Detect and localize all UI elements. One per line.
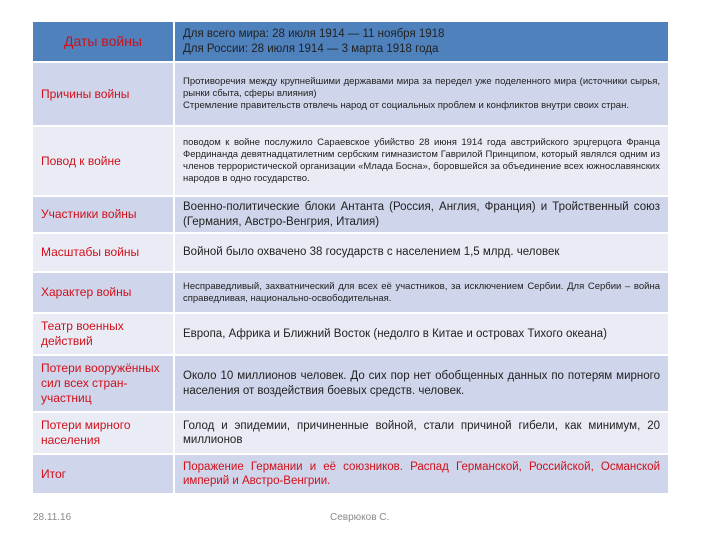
table-row-theater	[33, 313, 669, 355]
row-label: Театр военных действий	[33, 313, 174, 355]
dates-world: Для всего мира: 28 июля 1914 — 11 ноября 1918	[183, 28, 445, 41]
row-value	[174, 62, 669, 126]
row-label: Потери вооружённых сил всех стран-участниц	[33, 355, 174, 412]
row-label: Итог	[33, 454, 174, 494]
footer-date: 28.11.16	[33, 512, 72, 523]
row-label: Характер войны	[33, 272, 174, 313]
row-label: Повод к войне	[33, 126, 174, 196]
row-value: Около 10 миллионов человек. До сих пор нет обобщенных данных по потерям мирного населения от воздействия боевых средств. человек.	[174, 355, 669, 412]
row-value: Военно-политические блоки Антанта (Россия, Англия, Франция) и Тройственный союз (Германия, Австро-Венгрия, Италия)	[174, 196, 669, 233]
row-value: Голод и эпидемии, причиненные войной, стали причиной гибели, как минимум, 20 миллионов	[174, 412, 669, 454]
table-row-causes	[33, 62, 669, 126]
row-label: Масштабы войны	[33, 233, 174, 272]
row-value	[174, 22, 669, 62]
table-row-civilian-losses	[33, 412, 669, 454]
row-label: Даты войны	[33, 22, 174, 62]
table-row-participants	[33, 196, 669, 233]
footer-author: Севрюков С.	[330, 512, 390, 523]
cause-2: Стремление правительств отвлечь народ от социальных проблем и конфликтов внутри своих стран.	[183, 99, 629, 111]
dates-russia: Для России: 28 июля 1914 — 3 марта 1918 года	[183, 42, 439, 55]
row-value: Войной было охвачено 38 государств с населением 1,5 млрд. человек	[174, 233, 669, 272]
row-label: Причины войны	[33, 62, 174, 126]
row-value: Европа, Африка и Ближний Восток (недолго в Китае и островах Тихого океана)	[174, 313, 669, 355]
table-row-scale	[33, 233, 669, 272]
table-row-dates	[33, 22, 669, 62]
table-row-character	[33, 272, 669, 313]
cause-1: Противоречия между крупнейшими державами мира за передел уже поделенного мира (источники сырья, рынки сбыта, сферы влияния)	[183, 76, 660, 100]
row-value: Поражение Германии и её союзников. Распад Германской, Российской, Османской империй и Австро-Венгрии.	[174, 454, 669, 494]
row-label: Участники войны	[33, 196, 174, 233]
row-label: Потери мирного населения	[33, 412, 174, 454]
table-row-military-losses	[33, 355, 669, 412]
row-value: Несправедливый, захватнический для всех её участников, за исключением Сербии. Для Сербии – война справедливая, национально-освободительная.	[174, 272, 669, 313]
row-value: поводом к войне послужило Сараевское убийство 28 июня 1914 года австрийского эрцгерцога Франца Фердинанда девятнадцатилетним сербским гимназистом Гаврилой Принципом, который являлся одним из членов террористической организации «Млада Босна», боровшейся за объединение всех южнославянских народов в одно государство.	[174, 126, 669, 196]
table-row-pretext	[33, 126, 669, 196]
table-row-result	[33, 454, 669, 494]
war-facts-table	[33, 22, 670, 495]
